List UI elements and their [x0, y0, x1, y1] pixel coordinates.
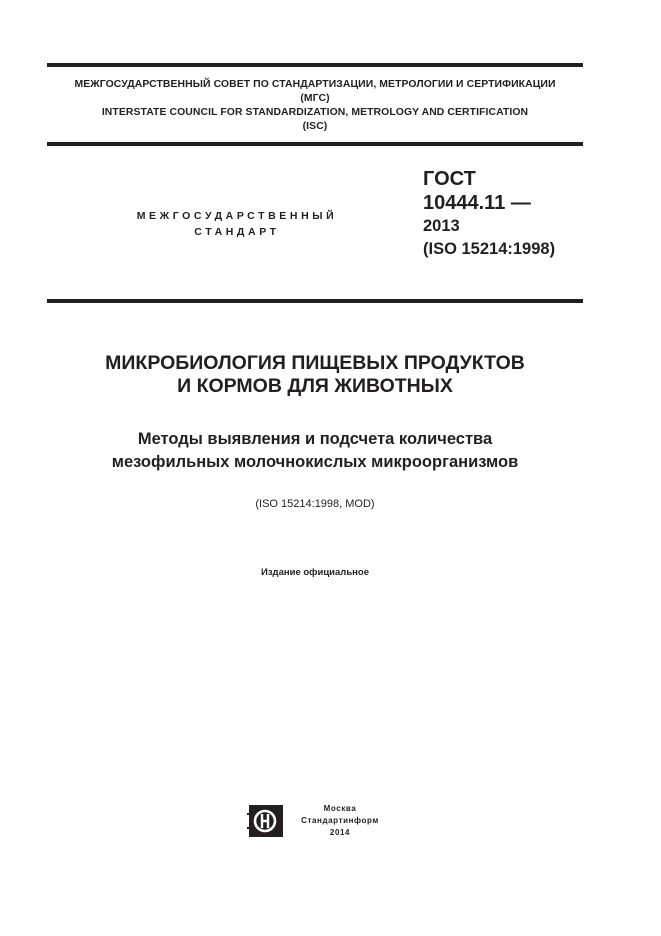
gost-designation [423, 167, 555, 261]
council-header [40, 78, 590, 134]
bottom-rule [47, 299, 583, 303]
council-ru-name: МЕЖГОСУДАРСТВЕННЫЙ СОВЕТ ПО СТАНДАРТИЗАЦИИ, МЕТРОЛОГИИ И СЕРТИФИКАЦИИ [74, 79, 556, 90]
subtitle-line1: Методы выявления и подсчета количества [137, 430, 493, 448]
standartinform-logo-icon [247, 805, 283, 837]
subtitle-line2: мезофильных молочнокислых микроорганизмов [111, 453, 519, 471]
middle-rule [47, 142, 583, 146]
gost-iso-equivalent: (ISO 15214:1998) [423, 240, 556, 258]
council-ru-abbr: (МГС) [300, 93, 330, 104]
iso-reference: (ISO 15214:1998, MOD) [255, 498, 375, 510]
title-line1: МИКРОБИОЛОГИЯ ПИЩЕВЫХ ПРОДУКТОВ [105, 352, 525, 374]
document-subtitle [40, 428, 590, 474]
gost-number: 10444.11 — [423, 192, 531, 214]
document-title [40, 352, 590, 398]
gost-year: 2013 [423, 217, 460, 235]
publisher-year: 2014 [329, 828, 351, 837]
council-en-abbr: (ISC) [302, 121, 328, 132]
publisher-name: Стандартинформ [301, 816, 379, 825]
council-en-name: INTERSTATE COUNCIL FOR STANDARDIZATION, METROLOGY AND CERTIFICATION [101, 107, 529, 118]
publisher-info [295, 803, 385, 839]
standard-type-line1: МЕЖГОСУДАРСТВЕННЫЙ [136, 210, 338, 222]
standard-type-label [92, 208, 382, 240]
publisher-city: Москва [323, 804, 357, 813]
edition-note: Издание официальное [261, 567, 369, 578]
title-line2: И КОРМОВ ДЛЯ ЖИВОТНЫХ [177, 375, 453, 397]
standard-type-line2: СТАНДАРТ [194, 226, 280, 238]
gost-prefix: ГОСТ [423, 168, 476, 190]
top-rule [47, 63, 583, 67]
